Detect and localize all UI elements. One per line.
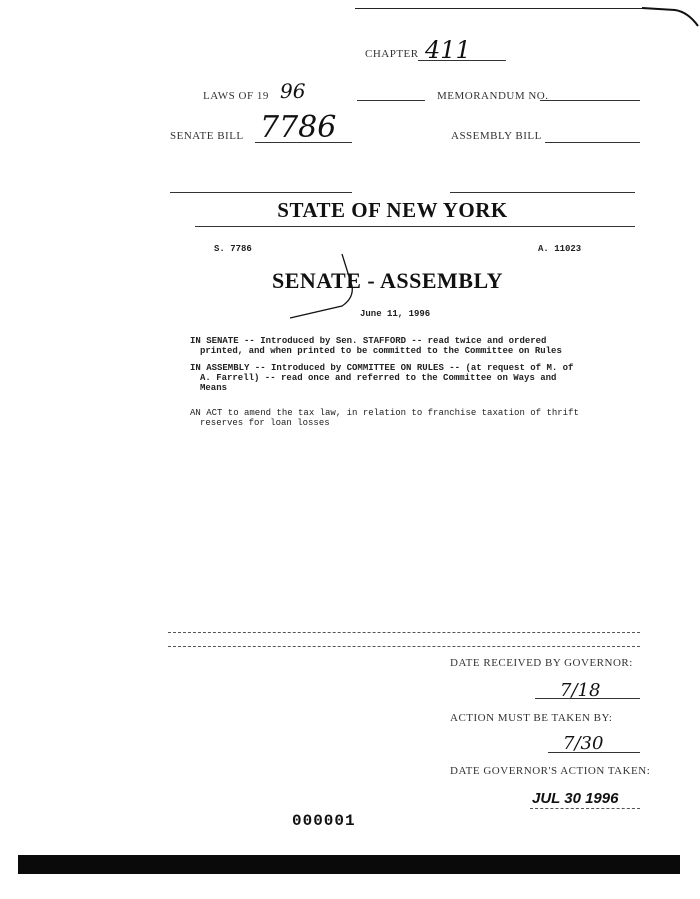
- upper-rule-left: [170, 192, 352, 193]
- received-value: 7/18: [560, 680, 601, 701]
- senate-bill-label: SENATE BILL: [170, 130, 244, 142]
- lower-rule-1: [168, 632, 640, 633]
- bill-date: June 11, 1996: [360, 309, 431, 319]
- assembly-intro-line-2: A. Farrell) -- read once and referred to the Committee on Ways and: [200, 373, 557, 383]
- laws-label: LAWS OF 19: [203, 90, 269, 102]
- chapter-label: CHAPTER: [365, 48, 419, 60]
- memorandum-line: [540, 100, 640, 101]
- action-by-line: [548, 752, 640, 753]
- assembly-number: A. 11023: [538, 244, 582, 254]
- senate-intro-line-2: printed, and when printed to be committed to the Committee on Rules: [200, 346, 562, 356]
- assembly-bill-label: ASSEMBLY BILL: [451, 130, 542, 142]
- act-title-line-2: reserves for loan losses: [200, 418, 330, 428]
- act-title-line-1: AN ACT to amend the tax law, in relation to franchise taxation of thrift: [190, 408, 579, 418]
- page-number: 000001: [292, 812, 356, 830]
- chamber-title: SENATE - ASSEMBLY: [271, 268, 504, 293]
- state-title-rule: [195, 226, 635, 227]
- laws-year: 96: [280, 79, 306, 103]
- received-label: DATE RECEIVED BY GOVERNOR:: [450, 657, 633, 669]
- assembly-intro-line-1: IN ASSEMBLY -- Introduced by COMMITTEE ON RULES -- (at request of M. of: [190, 363, 574, 373]
- action-by-label: ACTION MUST BE TAKEN BY:: [450, 712, 613, 724]
- assembly-intro-line-3: Means: [200, 383, 228, 393]
- senate-bill-value: 7786: [260, 110, 337, 145]
- upper-rule-right: [450, 192, 635, 193]
- top-rule: [355, 8, 655, 9]
- lower-rule-2: [168, 646, 640, 647]
- memorandum-label: MEMORANDUM NO.: [437, 90, 549, 102]
- state-title: STATE OF NEW YORK: [277, 198, 508, 222]
- bottom-scan-bar: [18, 855, 680, 874]
- chapter-value: 411: [425, 36, 471, 64]
- action-taken-stamp: JUL 30 1996: [532, 790, 619, 807]
- laws-blank-line: [357, 100, 425, 101]
- action-by-value: 7/30: [563, 733, 604, 754]
- corner-hook-mark: [640, 0, 700, 30]
- senate-number: S. 7786: [214, 244, 252, 254]
- chapter-line: [418, 60, 506, 61]
- action-taken-label: DATE GOVERNOR'S ACTION TAKEN:: [450, 765, 651, 777]
- assembly-bill-line: [545, 142, 640, 143]
- senate-intro-line-1: IN SENATE -- Introduced by Sen. STAFFORD -- read twice and ordered: [190, 336, 547, 346]
- received-line: [535, 698, 640, 699]
- action-taken-line: [530, 808, 640, 809]
- senate-bill-line: [255, 142, 352, 143]
